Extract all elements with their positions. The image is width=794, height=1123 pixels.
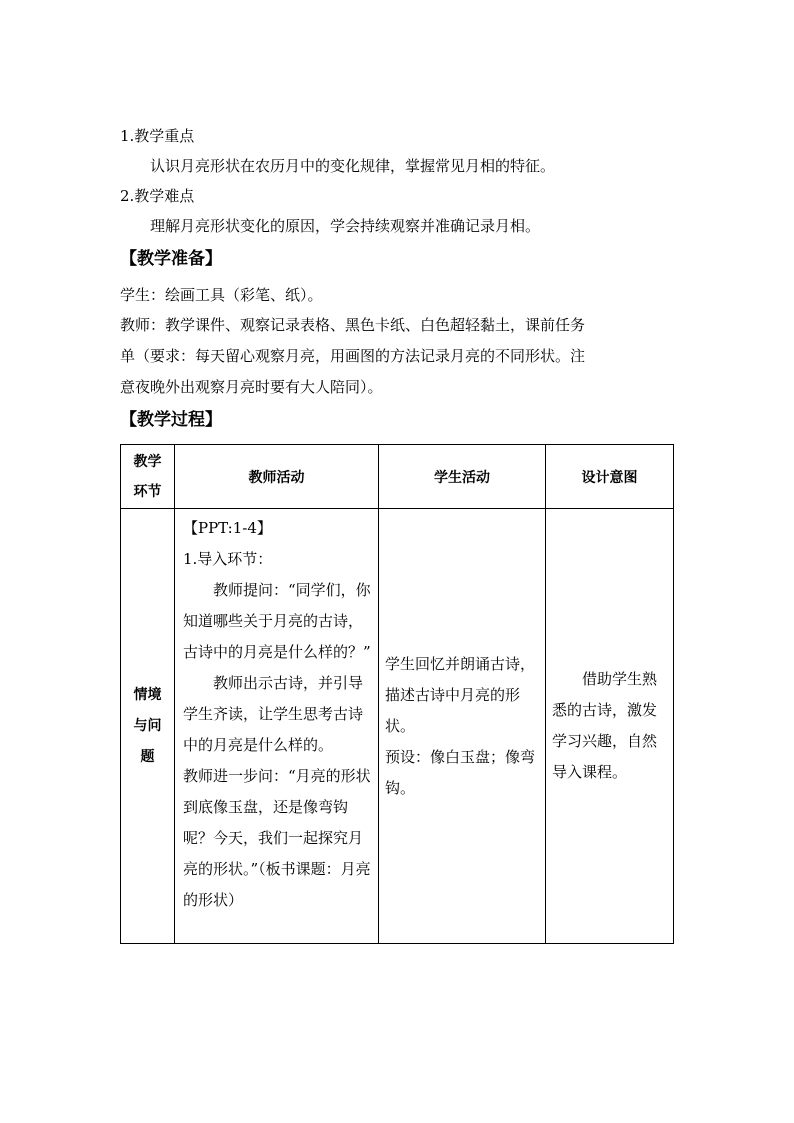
design-intent-text: 借助学生熟悉的古诗，激发学习兴趣，自然导入课程。: [552, 670, 658, 781]
focus-text: 认识月亮形状在农历月中的变化规律，掌握常见月相的特征。: [150, 157, 556, 175]
teacher-activity-cell: [175, 509, 379, 944]
preparation-teacher: 教师：教学课件、观察记录表格、黑色卡纸、白色超轻黏土，课前任务单（要求：每天留心观察月亮，用画图的方法记录月亮的不同形状。注意夜晚外出观察月亮时要有大人陪同）。: [120, 316, 586, 396]
design-intent-cell: [546, 509, 674, 944]
preparation-student: 学生：绘画工具（彩笔、纸）。: [120, 286, 323, 304]
preparation-heading: 【教学准备】: [120, 249, 222, 269]
header-student-activity: 学生活动: [379, 445, 546, 509]
student-recite: 学生回忆并朗诵古诗，描述古诗中月亮的形状。: [385, 654, 536, 735]
lesson-process-table: [120, 444, 674, 944]
focus-heading: 1.教学重点: [120, 127, 195, 145]
section-cell: 情境与问题: [121, 509, 175, 944]
student-preset: 预设：像白玉盘；像弯钩。: [385, 747, 536, 797]
ppt-reference: 【PPT:1-4】: [183, 519, 272, 537]
step-title: 1.导入环节：: [183, 550, 273, 568]
table-header-row: [121, 445, 674, 509]
student-activity-cell: [379, 509, 546, 944]
teacher-show-poem: 教师出示古诗，并引导学生齐读，让学生思考古诗中的月亮是什么样的。: [183, 674, 364, 754]
teacher-question: 教师提问：“同学们，你知道哪些关于月亮的古诗，古诗中的月亮是什么样的？”: [183, 581, 371, 661]
difficulty-text: 理解月亮形状变化的原因，学会持续观察并准确记录月相。: [150, 217, 541, 235]
header-teacher-activity: 教师活动: [175, 445, 379, 509]
teacher-followup: 教师进一步问：“月亮的形状到底像玉盘，还是像弯钩呢？今天，我们一起探究月亮的形状。”（板书课题：月亮的形状）: [183, 767, 371, 909]
header-section: 教学环节: [121, 445, 175, 509]
header-design-intent: 设计意图: [546, 445, 674, 509]
table-row: [121, 509, 674, 944]
difficulty-heading: 2.教学难点: [120, 187, 195, 205]
process-heading: 【教学过程】: [120, 410, 222, 430]
